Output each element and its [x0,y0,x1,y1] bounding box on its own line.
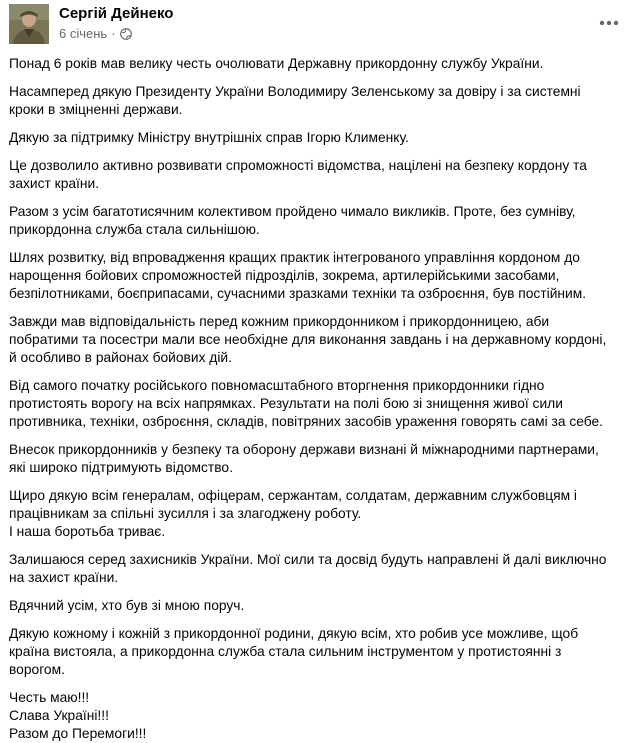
post-paragraph: Шлях розвитку, від впровадження кращих практик інтегрованого управління кордоном до нарощення бойових спроможностей підрозділів, зокрема, артилерійськими засобами, безпілотниками, боєприпасами, сучасними зразками техніки та озброєння, був постійним. [9,250,587,301]
author-name[interactable]: Сергій Дейнеко [59,5,174,22]
post-paragraph: Понад 6 років мав велику честь очолювати Державну прикордонну службу України. [9,56,544,71]
post-paragraph: Залишаюся серед захисників України. Мої сили та досвід будуть направлені й далі виключно на захист країни. [9,552,607,585]
post-paragraph: Честь маю!!! Слава Україні!!! Разом до Перемоги!!! [9,690,147,741]
post-paragraph: Від самого початку російського повномасштабного вторгнення прикордонники гідно протистоять ворогу на всіх напрямках. Результати на полі бою зі знищення живої сили противника, техніки, озброєння, складів, повітряних засобів ураження говорять самі за себе. [9,378,604,429]
post-date[interactable]: 6 січень [59,26,108,41]
post-paragraph: Внесок прикордонників у безпеку та оборону держави визнані й міжнародними партнерами, які широко підтримують відомство. [9,442,599,475]
post-header [0,0,635,46]
post-paragraph: Разом з усім багатотисячним колективом пройдено чимало викликів. Проте, без сумніву, прикордонна служба стала сильнішою. [9,204,576,237]
post-paragraph: Дякую кожному і кожній з прикордонної родини, дякую всім, хто робив усе можливе, щоб країна вистояла, а прикордонна служба стала сильним інструментом у протистоянні з ворогом. [9,626,579,677]
more-horizontal-icon [599,20,619,26]
post-meta [59,26,132,42]
post-paragraph: Дякую за підтримку Міністру внутрішніх справ Ігорю Клименку. [9,130,409,145]
post-paragraph: Це дозволило активно розвивати спроможності відомства, націлені на безпеку кордону та захист країни. [9,158,587,191]
meta-separator: · [111,26,116,41]
post-paragraph: Насамперед дякую Президенту України Володимиру Зеленському за довіру і за системні кроки в зміцненні держави. [9,84,581,117]
post-paragraph: Щиро дякую всім генералам, офіцерам, сержантам, солдатам, державним службовцям і працівникам за спільні зусилля і за злагоджену роботу. І наша боротьба триває. [9,488,577,539]
post-paragraph: Завжди мав відповідальність перед кожним прикордонником і прикордонницею, аби побратими та посестри мали все необхідне для виконання завдань і на державному кордоні, й особливо в районах бойових дій. [9,314,607,365]
post-body [9,55,625,743]
more-options-button[interactable] [595,9,623,37]
globe-icon[interactable] [120,28,132,40]
post-paragraph: Вдячний усім, хто був зі мною поруч. [9,598,245,613]
avatar[interactable] [9,4,49,44]
